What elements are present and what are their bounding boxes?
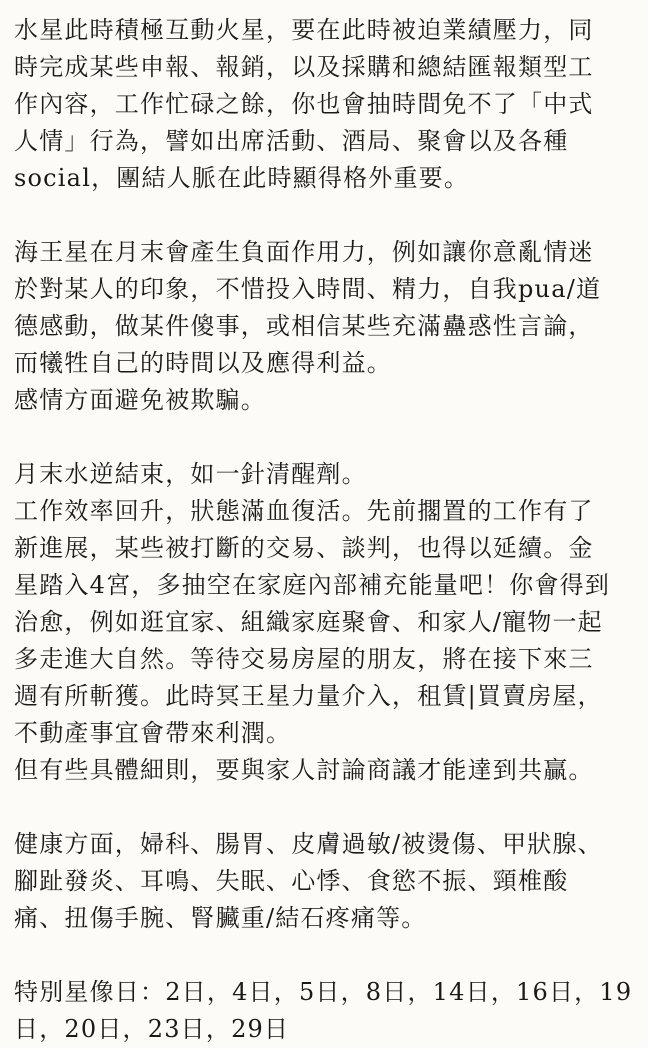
paragraph-mercury-retrograde-end xyxy=(14,456,634,789)
text-line: 作內容，工作忙碌之餘，你也會抽時間免不了「中式 xyxy=(14,90,594,118)
text-line: 不動產事宜會帶來利潤。 xyxy=(14,719,292,747)
paragraph-special-dates xyxy=(14,974,634,1048)
text-line: 而犧牲自己的時間以及應得利益。 xyxy=(14,349,392,377)
text-line: 月末水逆結束，如一針清醒劑。 xyxy=(14,460,367,488)
text-line: 感情方面避免被欺騙。 xyxy=(14,386,266,414)
text-line: social，團結人脈在此時顯得格外重要。 xyxy=(14,164,470,192)
text-line: 痛、扭傷手腕、腎臟重/結石疼痛等。 xyxy=(14,904,427,932)
text-line: 水星此時積極互動火星，要在此時被迫業績壓力，同 xyxy=(14,16,594,44)
text-line: 週有所斬獲。此時冥王星力量介入，租賃|買賣房屋， xyxy=(14,682,603,710)
text-line: 人情」行為，譬如出席活動、酒局、聚會以及各種 xyxy=(14,127,569,155)
text-line: 德感動，做某件傻事，或相信某些充滿蠱惑性言論， xyxy=(14,312,594,340)
text-line: 工作效率回升，狀態滿血復活。先前擱置的工作有了 xyxy=(14,497,594,525)
text-line: 健康方面，婦科、腸胃、皮膚過敏/被燙傷、甲狀腺、 xyxy=(14,830,603,858)
text-line: 日，20日，23日，29日 xyxy=(14,1015,290,1043)
text-line: 但有些具體細則，要與家人討論商議才能達到共贏。 xyxy=(14,756,594,784)
text-line: 星踏入4宮，多抽空在家庭內部補充能量吧！你會得到 xyxy=(14,571,611,599)
text-line: 海王星在月末會產生負面作用力，例如讓你意亂情迷 xyxy=(14,238,594,266)
paragraph-health xyxy=(14,826,634,937)
text-line: 時完成某些申報、報銷，以及採購和總結匯報類型工 xyxy=(14,53,594,81)
paragraph-neptune xyxy=(14,234,634,419)
text-line: 新進展，某些被打斷的交易、談判，也得以延續。金 xyxy=(14,534,594,562)
text-line: 治愈，例如逛宜家、組織家庭聚會、和家人/寵物一起 xyxy=(14,608,603,636)
text-line: 特別星像日：2日，4日，5日，8日，14日，16日，19 xyxy=(14,978,633,1006)
text-line: 多走進大自然。等待交易房屋的朋友，將在接下來三 xyxy=(14,645,594,673)
text-line: 於對某人的印象，不惜投入時間、精力，自我pua/道 xyxy=(14,275,602,303)
paragraph-mercury-mars xyxy=(14,12,634,197)
text-line: 腳趾發炎、耳鳴、失眠、心悸、食慾不振、頸椎酸 xyxy=(14,867,569,895)
